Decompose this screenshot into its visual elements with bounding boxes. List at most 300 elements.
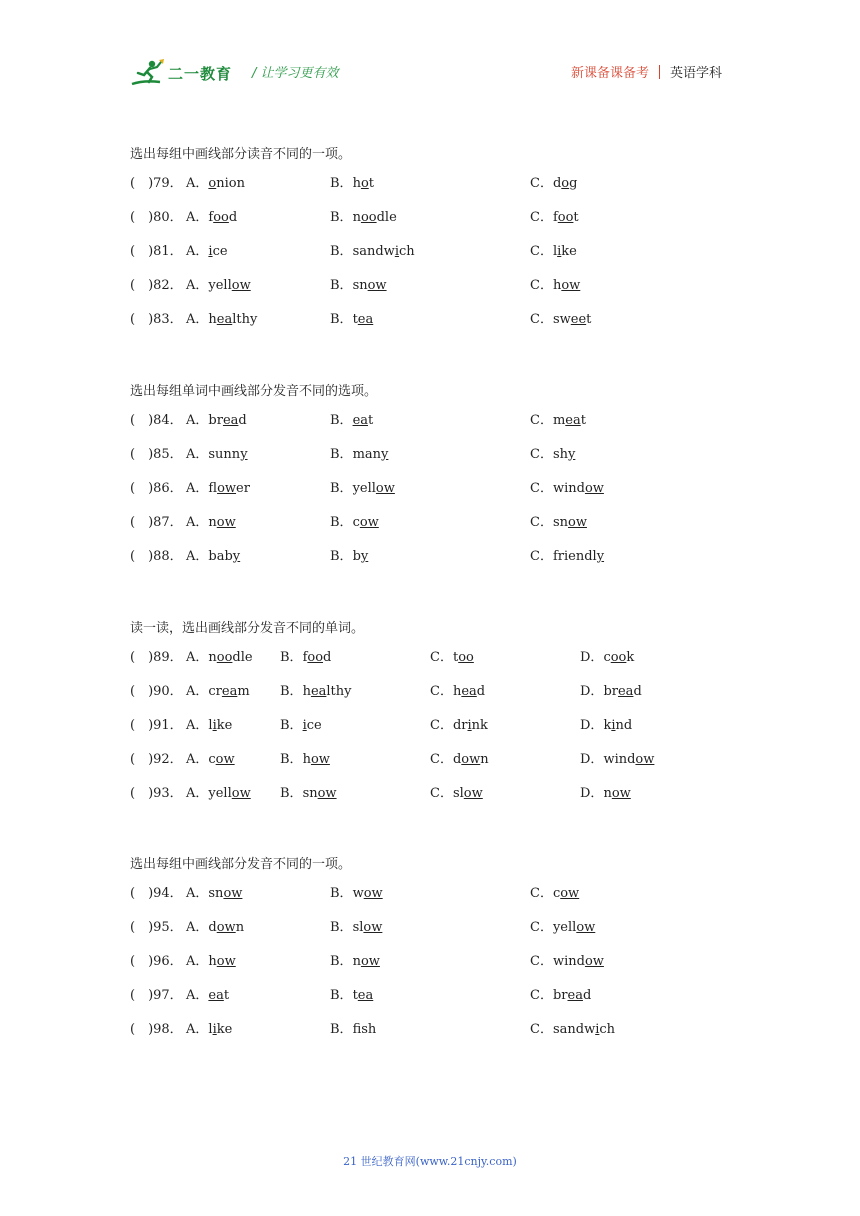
underlined-letters: ow bbox=[363, 920, 383, 935]
option-letter: C． bbox=[430, 684, 453, 699]
underlined-letters: i bbox=[595, 1022, 600, 1037]
answer-option bbox=[580, 777, 631, 811]
question-number: ( )80． bbox=[130, 210, 183, 225]
option-letter: D． bbox=[580, 786, 604, 801]
answer-option bbox=[186, 709, 232, 743]
option-letter: C． bbox=[530, 278, 553, 293]
answer-option bbox=[330, 1013, 376, 1047]
answer-option bbox=[330, 979, 373, 1013]
question-row bbox=[130, 911, 730, 945]
underlined-letters: ow bbox=[568, 515, 587, 530]
word-part: yell bbox=[552, 920, 577, 935]
word-part: d bbox=[208, 920, 217, 935]
answer-option bbox=[280, 675, 352, 709]
answer-option bbox=[186, 506, 236, 540]
underlined-letters: oo bbox=[216, 650, 233, 665]
word-part: t bbox=[223, 988, 230, 1003]
word-part: sw bbox=[552, 312, 571, 327]
word-part: wind bbox=[603, 752, 636, 767]
option-letter: C． bbox=[430, 650, 453, 665]
word-part: f bbox=[208, 210, 214, 225]
question-number: ( )89． bbox=[130, 650, 183, 665]
underlined-letters: y bbox=[568, 447, 576, 462]
word-part: l bbox=[552, 244, 558, 259]
section-title: 选出每组中画线部分发音不同的一项。 bbox=[130, 857, 352, 872]
header-tag-course: 新课备课备考 bbox=[570, 66, 649, 81]
underlined-letters: ow bbox=[231, 278, 251, 293]
question-row bbox=[130, 777, 730, 811]
word-part: er bbox=[236, 481, 250, 496]
word-part: dle bbox=[376, 210, 397, 225]
answer-option bbox=[280, 641, 331, 675]
option-letter: A． bbox=[186, 752, 209, 767]
option-letter: D． bbox=[580, 684, 604, 699]
word-part: n bbox=[208, 515, 217, 530]
question-row bbox=[130, 709, 730, 743]
header-divider bbox=[659, 65, 660, 79]
question-section bbox=[130, 853, 730, 1047]
answer-option bbox=[186, 911, 244, 945]
question-number: ( )82． bbox=[130, 278, 183, 293]
underlined-letters: ea bbox=[617, 684, 634, 699]
answer-option bbox=[330, 945, 380, 979]
underlined-letters: i bbox=[212, 1022, 217, 1037]
answer-option bbox=[330, 269, 387, 303]
answer-option bbox=[530, 1013, 615, 1047]
word-part: t bbox=[368, 176, 374, 191]
answer-option bbox=[530, 201, 579, 235]
underlined-letters: ow bbox=[635, 752, 655, 767]
option-letter: A． bbox=[186, 413, 209, 428]
header-tags bbox=[571, 62, 722, 81]
question-row bbox=[130, 167, 730, 201]
underlined-letters: ow bbox=[375, 481, 395, 496]
word-part: h bbox=[302, 684, 311, 699]
answer-option bbox=[186, 404, 247, 438]
word-part: t bbox=[352, 312, 358, 327]
option-letter: C． bbox=[430, 718, 453, 733]
question-number: ( )85． bbox=[130, 447, 183, 462]
answer-option bbox=[186, 472, 250, 506]
option-letter: D． bbox=[580, 752, 604, 767]
word-part: ch bbox=[599, 1022, 616, 1037]
word-part: lthy bbox=[232, 312, 258, 327]
option-letter: B． bbox=[330, 1022, 353, 1037]
underlined-letters: ow bbox=[463, 786, 483, 801]
runner-logo-icon bbox=[130, 58, 166, 88]
answer-option bbox=[186, 1013, 232, 1047]
answer-option bbox=[330, 506, 379, 540]
option-letter: A． bbox=[186, 886, 209, 901]
option-letter: A． bbox=[186, 786, 209, 801]
word-part: sunn bbox=[208, 447, 241, 462]
question-row bbox=[130, 540, 730, 574]
answer-option bbox=[330, 877, 383, 911]
word-part: n bbox=[208, 650, 217, 665]
word-part: f bbox=[352, 1022, 362, 1037]
option-letter: B． bbox=[330, 988, 353, 1003]
answer-option bbox=[430, 641, 474, 675]
underlined-letters: o bbox=[360, 176, 369, 191]
question-section bbox=[130, 617, 730, 811]
underlined-letters: y bbox=[596, 549, 605, 564]
word-part: t bbox=[452, 650, 459, 665]
option-letter: B． bbox=[330, 515, 353, 530]
underlined-letters: oo bbox=[213, 210, 229, 225]
word-part: t bbox=[586, 312, 592, 327]
option-letter: B． bbox=[280, 786, 303, 801]
word-part: t bbox=[580, 413, 586, 428]
underlined-letters: y bbox=[240, 447, 248, 462]
answer-option bbox=[186, 979, 229, 1013]
word-part: h bbox=[352, 176, 361, 191]
question-row bbox=[130, 438, 730, 472]
option-letter: C． bbox=[530, 954, 553, 969]
answer-option bbox=[580, 709, 632, 743]
option-letter: C． bbox=[530, 886, 553, 901]
option-letter: C． bbox=[530, 244, 553, 259]
question-row bbox=[130, 1013, 730, 1047]
option-letter: A． bbox=[186, 278, 209, 293]
section-title: 选出每组中画线部分读音不同的一项。 bbox=[130, 147, 352, 162]
answer-option bbox=[580, 675, 642, 709]
option-letter: A． bbox=[186, 481, 209, 496]
option-letter: B． bbox=[330, 549, 353, 564]
word-part: h bbox=[208, 954, 217, 969]
answer-option bbox=[530, 235, 577, 269]
option-letter: A． bbox=[186, 650, 209, 665]
answer-option bbox=[186, 235, 228, 269]
underlined-letters: ea bbox=[222, 413, 239, 428]
answer-option bbox=[530, 945, 604, 979]
option-letter: C． bbox=[430, 752, 453, 767]
page-header bbox=[0, 0, 860, 100]
underlined-letters: oo bbox=[610, 650, 627, 665]
answer-option bbox=[186, 675, 250, 709]
question-row bbox=[130, 743, 730, 777]
word-part: d bbox=[582, 988, 592, 1003]
underlined-letters: ow bbox=[217, 481, 237, 496]
underlined-letters: ow bbox=[360, 954, 380, 969]
question-row bbox=[130, 404, 730, 438]
word-part: f bbox=[302, 650, 308, 665]
option-letter: C． bbox=[530, 481, 553, 496]
word-part: ke bbox=[216, 1022, 233, 1037]
option-letter: C． bbox=[530, 312, 553, 327]
word-part: l bbox=[208, 1022, 213, 1037]
option-letter: A． bbox=[186, 312, 209, 327]
word-part: t bbox=[368, 413, 374, 428]
word-part: d bbox=[552, 176, 562, 191]
word-part: c bbox=[352, 515, 360, 530]
word-part: bab bbox=[208, 549, 233, 564]
question-row bbox=[130, 675, 730, 709]
header-tag-subject: 英语学科 bbox=[669, 66, 722, 81]
answer-option bbox=[430, 777, 483, 811]
word-part: sh bbox=[552, 447, 568, 462]
word-part: d bbox=[476, 684, 486, 699]
option-letter: B． bbox=[330, 244, 353, 259]
answer-option bbox=[186, 641, 253, 675]
option-letter: A． bbox=[186, 210, 209, 225]
question-number: ( )83． bbox=[130, 312, 183, 327]
answer-option bbox=[330, 911, 382, 945]
option-letter: B． bbox=[330, 413, 353, 428]
answer-option bbox=[186, 201, 237, 235]
underlined-letters: ow bbox=[216, 954, 236, 969]
option-letter: B． bbox=[330, 447, 353, 462]
word-part: n bbox=[235, 920, 245, 935]
underlined-letters: oo bbox=[360, 210, 377, 225]
word-part: sandw bbox=[552, 1022, 596, 1037]
answer-option bbox=[530, 438, 575, 472]
underlined-letters: ea bbox=[216, 312, 233, 327]
word-part: fl bbox=[208, 481, 218, 496]
answer-option bbox=[280, 777, 337, 811]
answer-option bbox=[530, 911, 595, 945]
word-part: sn bbox=[208, 886, 224, 901]
underlined-letters: ow bbox=[367, 278, 387, 293]
word-part: yell bbox=[352, 481, 376, 496]
word-part: sandw bbox=[352, 244, 395, 259]
option-letter: A． bbox=[186, 920, 209, 935]
underlined-letters: ea bbox=[357, 988, 374, 1003]
underlined-letters: ow bbox=[561, 278, 581, 293]
underlined-letters: ow bbox=[216, 920, 236, 935]
question-number: ( )86． bbox=[130, 481, 183, 496]
word-part: h bbox=[208, 312, 217, 327]
option-letter: C． bbox=[530, 515, 553, 530]
word-part: w bbox=[352, 886, 364, 901]
word-part: lthy bbox=[326, 684, 352, 699]
question-number: ( )93． bbox=[130, 786, 183, 801]
answer-option bbox=[530, 303, 591, 337]
answer-option bbox=[330, 438, 388, 472]
word-part: wind bbox=[552, 954, 585, 969]
question-number: ( )96． bbox=[130, 954, 183, 969]
word-part: d bbox=[323, 650, 332, 665]
word-part: sl bbox=[352, 920, 364, 935]
option-letter: B． bbox=[330, 210, 353, 225]
answer-option bbox=[280, 709, 322, 743]
underlined-letters: y bbox=[232, 549, 241, 564]
underlined-letters: ea bbox=[310, 684, 327, 699]
underlined-letters: i bbox=[611, 718, 616, 733]
option-letter: B． bbox=[330, 278, 353, 293]
option-letter: C． bbox=[530, 920, 553, 935]
underlined-letters: i bbox=[557, 244, 562, 259]
option-letter: C． bbox=[430, 786, 453, 801]
word-part: yell bbox=[208, 786, 232, 801]
answer-option bbox=[530, 269, 580, 303]
answer-option bbox=[330, 472, 395, 506]
answer-option bbox=[186, 945, 236, 979]
answer-option bbox=[580, 641, 634, 675]
underlined-letters: ow bbox=[584, 481, 604, 496]
underlined-letters: ea bbox=[352, 413, 369, 428]
answer-option bbox=[430, 709, 488, 743]
underlined-letters: ow bbox=[317, 786, 337, 801]
word-part: ce bbox=[212, 244, 228, 259]
question-number: ( )98． bbox=[130, 1022, 183, 1037]
option-letter: A． bbox=[186, 515, 209, 530]
answer-option bbox=[580, 743, 654, 777]
question-row bbox=[130, 201, 730, 235]
word-part: d bbox=[228, 210, 238, 225]
word-part: cr bbox=[208, 684, 222, 699]
word-part: g bbox=[569, 176, 578, 191]
underlined-letters: oo bbox=[307, 650, 324, 665]
word-part: dle bbox=[232, 650, 253, 665]
question-row bbox=[130, 641, 730, 675]
section-title: 选出每组单词中画线部分发音不同的选项。 bbox=[130, 384, 378, 399]
option-letter: C． bbox=[530, 1022, 553, 1037]
option-letter: A． bbox=[186, 718, 209, 733]
answer-option bbox=[330, 167, 374, 201]
underlined-letters: y bbox=[360, 549, 369, 564]
answer-option bbox=[530, 540, 604, 574]
word-part: m bbox=[552, 413, 566, 428]
word-part: br bbox=[552, 988, 568, 1003]
word-part: yell bbox=[208, 278, 232, 293]
page-footer: 21 世纪教育网(www.21cnjy.com) bbox=[343, 1155, 517, 1168]
underlined-letters: ow bbox=[223, 886, 243, 901]
question-number: ( )95． bbox=[130, 920, 183, 935]
underlined-letters: o bbox=[561, 176, 570, 191]
underlined-letters: ow bbox=[359, 515, 379, 530]
underlined-letters: y bbox=[381, 447, 389, 462]
word-part: ke bbox=[561, 244, 577, 259]
answer-option bbox=[330, 404, 373, 438]
underlined-letters: i bbox=[212, 718, 217, 733]
underlined-letters: i bbox=[467, 718, 472, 733]
question-number: ( )79． bbox=[130, 176, 183, 191]
underlined-letters: ow bbox=[576, 920, 596, 935]
slogan: / 让学习更有效 bbox=[252, 66, 339, 81]
word-part: friendl bbox=[552, 549, 597, 564]
word-part: d bbox=[238, 413, 247, 428]
option-letter: B． bbox=[280, 752, 303, 767]
word-part: sh bbox=[361, 1022, 377, 1037]
question-row bbox=[130, 235, 730, 269]
question-number: ( )88． bbox=[130, 549, 183, 564]
question-row bbox=[130, 506, 730, 540]
word-part: k bbox=[626, 650, 635, 665]
section-title: 读一读，选出画线部分发音不同的单词。 bbox=[130, 621, 365, 636]
word-part: n bbox=[352, 954, 361, 969]
option-letter: B． bbox=[330, 920, 353, 935]
underlined-letters: oo bbox=[557, 210, 574, 225]
question-row bbox=[130, 945, 730, 979]
underlined-letters: ow bbox=[560, 886, 580, 901]
option-letter: D． bbox=[580, 650, 604, 665]
answer-option bbox=[330, 235, 415, 269]
answer-option bbox=[530, 979, 591, 1013]
word-part: n bbox=[603, 786, 612, 801]
word-part: nd bbox=[615, 718, 633, 733]
answer-option bbox=[530, 472, 604, 506]
answer-option bbox=[530, 506, 587, 540]
option-letter: B． bbox=[330, 481, 353, 496]
answer-option bbox=[186, 269, 251, 303]
word-part: sl bbox=[452, 786, 464, 801]
word-part: b bbox=[352, 549, 361, 564]
underlined-letters: o bbox=[208, 176, 217, 191]
underlined-letters: ow bbox=[461, 752, 481, 767]
question-number: ( )90． bbox=[130, 684, 183, 699]
question-number: ( )84． bbox=[130, 413, 183, 428]
word-part: h bbox=[302, 752, 311, 767]
underlined-letters: ow bbox=[231, 786, 251, 801]
option-letter: C． bbox=[530, 988, 553, 1003]
answer-option bbox=[186, 167, 245, 201]
word-part: ch bbox=[398, 244, 415, 259]
question-number: ( )97． bbox=[130, 988, 183, 1003]
word-part: sn bbox=[552, 515, 568, 530]
underlined-letters: ea bbox=[567, 988, 583, 1003]
option-letter: A． bbox=[186, 244, 209, 259]
option-letter: A． bbox=[186, 684, 209, 699]
word-part: n bbox=[352, 210, 361, 225]
answer-option bbox=[186, 877, 242, 911]
option-letter: A． bbox=[186, 954, 209, 969]
word-part: d bbox=[633, 684, 642, 699]
word-part: sn bbox=[352, 278, 368, 293]
question-section bbox=[130, 380, 730, 574]
underlined-letters: ea bbox=[565, 413, 581, 428]
answer-option bbox=[186, 777, 251, 811]
question-number: ( )91． bbox=[130, 718, 183, 733]
word-part: n bbox=[480, 752, 489, 767]
answer-option bbox=[330, 201, 397, 235]
underlined-letters: ow bbox=[215, 752, 235, 767]
option-letter: B． bbox=[330, 954, 353, 969]
option-letter: C． bbox=[530, 210, 553, 225]
underlined-letters: ea bbox=[461, 684, 477, 699]
option-letter: A． bbox=[186, 1022, 209, 1037]
word-part: ce bbox=[306, 718, 322, 733]
question-row bbox=[130, 472, 730, 506]
answer-option bbox=[530, 877, 579, 911]
underlined-letters: ee bbox=[570, 312, 587, 327]
option-letter: A． bbox=[186, 176, 209, 191]
word-part: c bbox=[603, 650, 611, 665]
answer-option bbox=[186, 743, 235, 777]
question-row bbox=[130, 303, 730, 337]
word-part: nk bbox=[471, 718, 488, 733]
logo bbox=[130, 55, 232, 91]
answer-option bbox=[330, 303, 373, 337]
underlined-letters: ow bbox=[611, 786, 631, 801]
word-part: nion bbox=[216, 176, 245, 191]
word-part: c bbox=[208, 752, 216, 767]
word-part: sn bbox=[302, 786, 318, 801]
logo-text: 二一教育 bbox=[168, 64, 233, 83]
answer-option bbox=[530, 404, 586, 438]
word-part: l bbox=[208, 718, 213, 733]
answer-option bbox=[280, 743, 330, 777]
question-number: ( )81． bbox=[130, 244, 183, 259]
underlined-letters: ow bbox=[216, 515, 236, 530]
question-row bbox=[130, 269, 730, 303]
word-part: br bbox=[208, 413, 223, 428]
option-letter: A． bbox=[186, 447, 209, 462]
underlined-letters: oo bbox=[458, 650, 474, 665]
option-letter: A． bbox=[186, 988, 209, 1003]
word-part: h bbox=[552, 278, 562, 293]
underlined-letters: ow bbox=[363, 886, 383, 901]
word-part: k bbox=[603, 718, 612, 733]
